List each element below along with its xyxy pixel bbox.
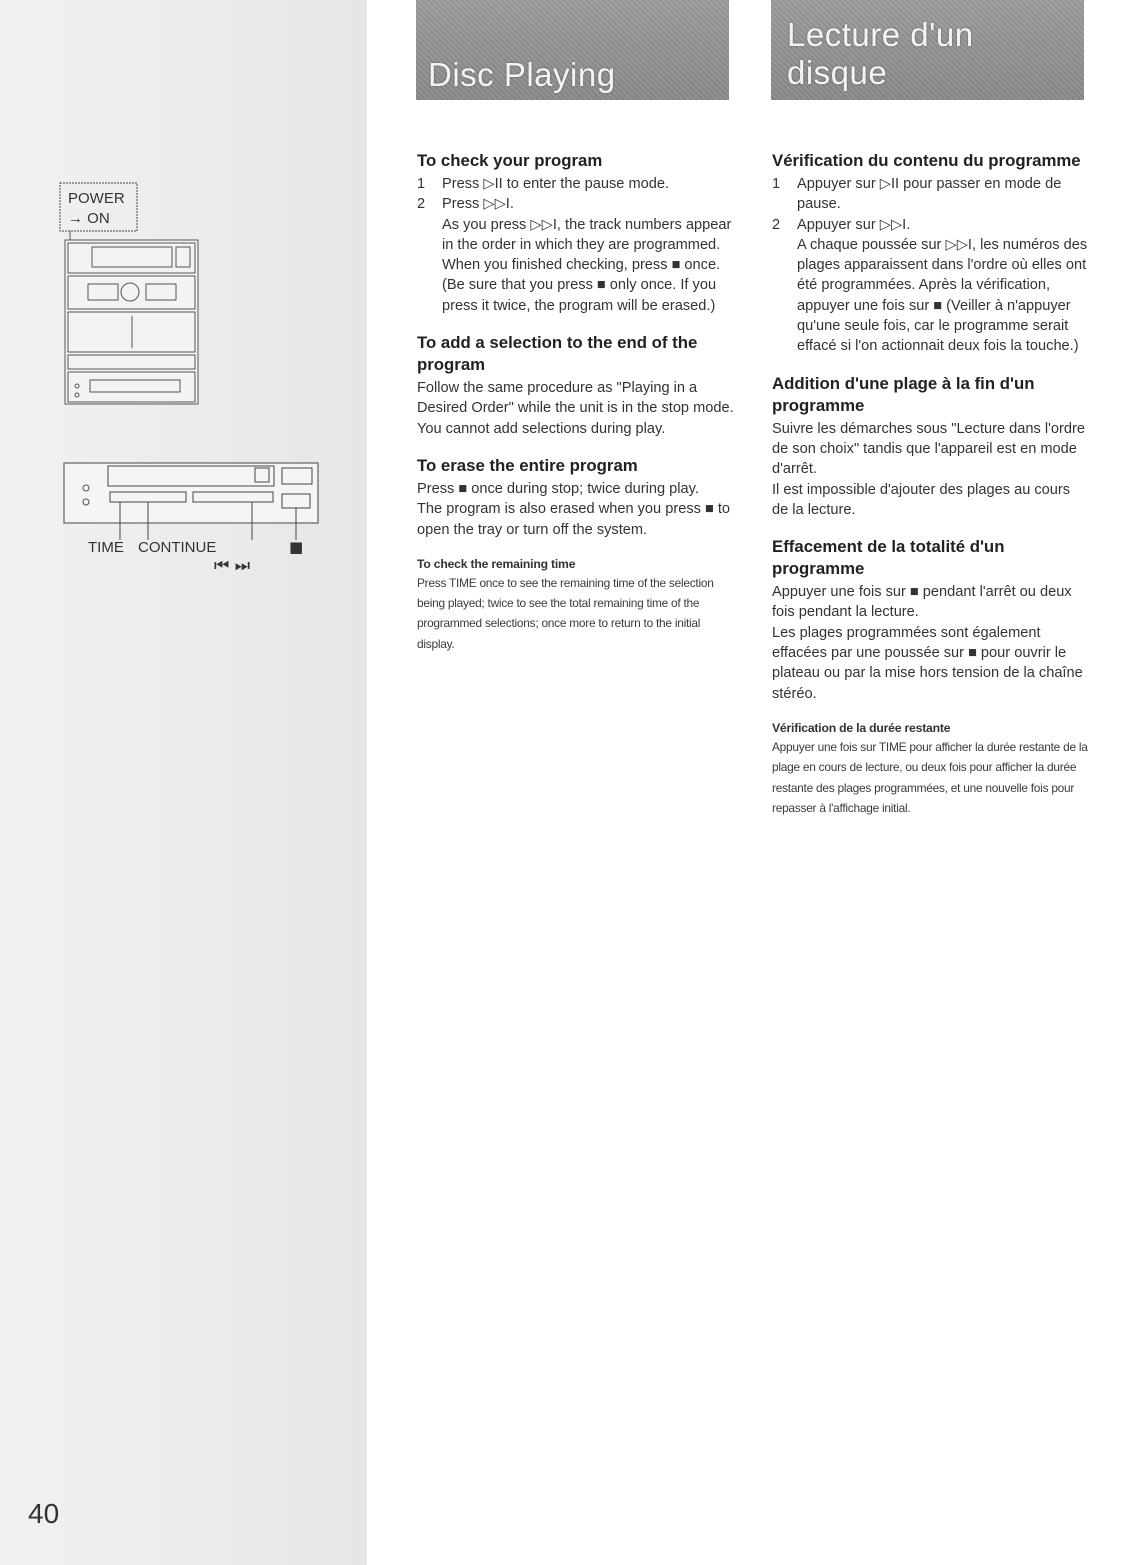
section-heading: Effacement de la totalité d'un programme (772, 537, 1005, 579)
french-title-banner (771, 0, 1084, 100)
note-heading: To check the remaining time (417, 556, 576, 571)
power-label: POWER (68, 190, 125, 207)
check-program-section (417, 150, 735, 316)
check-program-section (772, 150, 1088, 357)
french-column (772, 150, 1088, 834)
erase-program-section (772, 536, 1088, 704)
body-text: The program is also erased when you press ■ to open the tray or turn off the system. (417, 501, 731, 538)
stereo-stack-icon (65, 240, 198, 404)
page-number: 40 (28, 1498, 60, 1529)
section-heading: To check your program (417, 151, 603, 170)
step-number: 2 (772, 216, 781, 233)
time-button-label: TIME (88, 539, 124, 556)
step-text: Appuyer sur ▷II pour passer en mode de pause. (797, 176, 1062, 213)
note-text: Press TIME once to see the remaining time of the selection being played; twice to see the total remaining time of the programmed selections; once more to return to the initial display. (417, 575, 714, 651)
step-2 (772, 215, 1088, 357)
body-text: You cannot add selections during play. (417, 420, 666, 437)
english-column (417, 150, 735, 670)
step-detail: A chaque poussée sur ▷▷I, les numéros des plages apparaissent dans l'ordre où elles ont été programmées. Après la vérification, appuyer une fois sur ■ (Veiller à n'appuyer qu'une seule fois, car le programme serait effacé si l'on actionnait deux fois la touche.) (797, 236, 1088, 355)
body-text: Press ■ once during stop; twice during play. (417, 480, 699, 497)
power-on-label: → ON (68, 210, 110, 227)
continue-button-label: CONTINUE (138, 539, 217, 556)
body-text: Suivre les démarches sous "Lecture dans l'ordre de son choix" tandis que l'appareil est en mode d'arrêt. (772, 420, 1085, 478)
note-text: Appuyer une fois sur TIME pour afficher la durée restante de la plage en cours de lecture, ou deux fois pour afficher la durée restante des plages programmées, et une nouvelle fois pour repasser à l'affichage initial. (772, 739, 1088, 815)
step-1 (772, 174, 1088, 215)
section-heading: To erase the entire program (417, 455, 638, 475)
body-text: Follow the same procedure as "Playing in a Desired Order" while the unit is in the stop mode. (417, 380, 734, 417)
step-number: 2 (417, 196, 426, 213)
step-text: Press ▷▷I. (442, 196, 514, 213)
stereo-system-diagram (0, 0, 367, 620)
english-page-title: Disc Playing (428, 56, 616, 93)
stop-button-label: ■ (289, 538, 304, 556)
section-heading: Addition d'une plage à la fin d'un programme (772, 373, 1035, 415)
step-text: Appuyer sur ▷▷I. (797, 216, 911, 233)
cd-player-icon (64, 463, 318, 540)
section-heading: Vérification du contenu du programme (772, 151, 1081, 170)
body-text: Il est impossible d'ajouter des plages au cours de la lecture. (772, 481, 1071, 518)
step-2 (417, 194, 735, 316)
step-detail: As you press ▷▷I, the track numbers appear in the order in which they are programmed. (442, 216, 732, 253)
skip-buttons-label: ⏮ ⏭ (214, 556, 251, 576)
body-text: Les plages programmées sont également effacées par une poussée sur ■ pour ouvrir le plateau ou par la mise hors tension de la chaîne stéréo. (772, 624, 1083, 702)
add-selection-section (417, 332, 735, 439)
step-number: 1 (772, 176, 781, 192)
step-number: 1 (417, 176, 426, 192)
step-1 (417, 174, 735, 194)
erase-program-section (417, 455, 735, 540)
note-heading: Vérification de la durée restante (772, 720, 951, 735)
remaining-time-note (417, 556, 735, 654)
remaining-time-note (772, 720, 1088, 818)
french-page-title: Lecture d'un disque (787, 16, 974, 91)
add-selection-section (772, 373, 1088, 520)
body-text: Appuyer une fois sur ■ pendant l'arrêt ou deux fois pendant la lecture. (772, 584, 1072, 621)
step-text: Press ▷II to enter the pause mode. (442, 176, 670, 192)
english-title-banner (416, 0, 729, 100)
step-detail: When you finished checking, press ■ once. (Be sure that you press ■ only once. If you press it twice, the program will be erased.) (442, 257, 721, 314)
section-heading: To add a selection to the end of the program (417, 333, 698, 375)
